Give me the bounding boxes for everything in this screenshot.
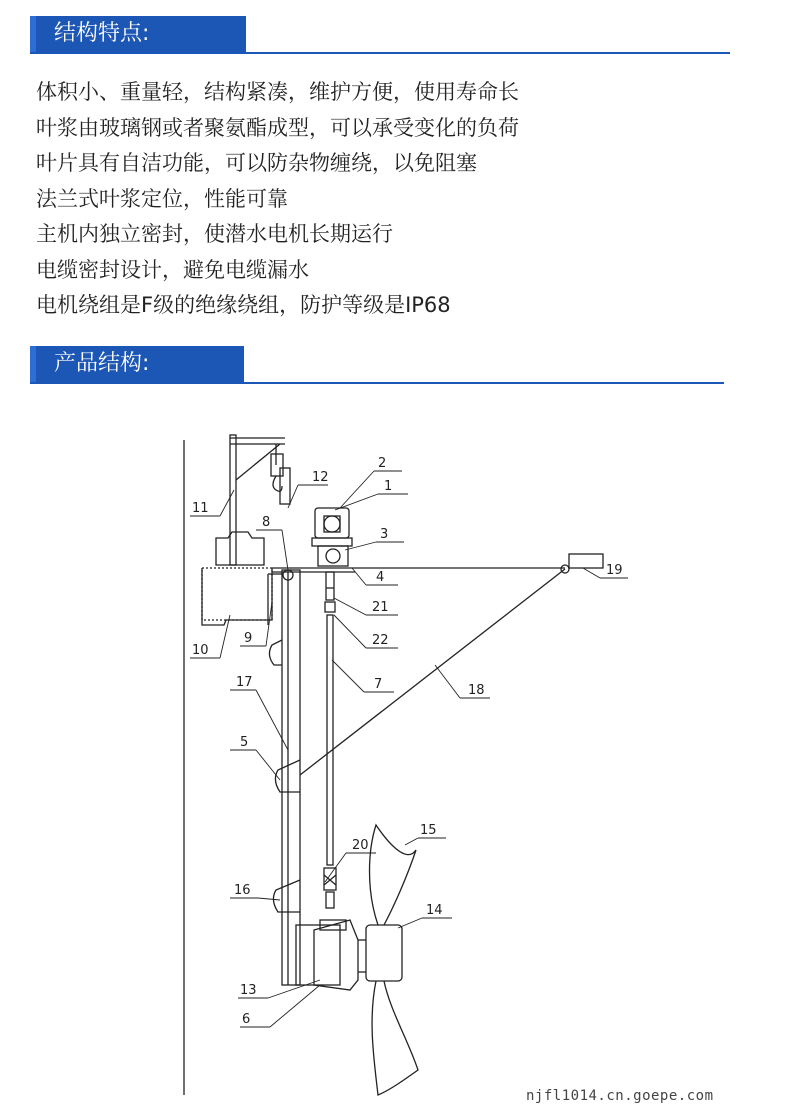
callout-label: 18 [468,683,485,698]
feature-item: 电机绕组是F级的绝缘绕组，防护等级是IP68 [36,293,451,317]
callout-label: 10 [192,643,209,658]
section-divider [30,52,730,54]
features-section-title: 结构特点: [36,16,246,52]
feature-item: 主机内独立密封，使潜水电机长期运行 [36,222,393,246]
callout-label: 6 [242,1012,251,1027]
feature-item: 叶浆由玻璃钢或者聚氨酯成型，可以承受变化的负荷 [36,115,519,140]
callout-label: 16 [234,883,251,898]
watermark-text: njfl1014.cn.goepe.com [526,1088,714,1104]
callout-label: 2 [378,456,387,471]
feature-list [36,75,519,324]
feature-item: 体积小、重量轻，结构紧凑，维护方便，使用寿命长 [36,80,519,104]
callout-label: 13 [240,983,257,998]
callout-label: 19 [606,563,623,578]
section-divider [30,382,724,384]
callout-label: 3 [380,527,389,542]
feature-item: 叶片具有自洁功能，可以防杂物缠绕，以免阻塞 [36,151,477,175]
callout-label: 14 [426,903,443,918]
callout-label: 11 [192,501,209,516]
features-section-header [30,10,730,58]
callout-label: 9 [244,631,253,646]
feature-item: 电缆密封设计，避免电缆漏水 [36,257,309,282]
callout-label: 4 [376,570,385,585]
callout-label: 15 [420,823,437,838]
callout-label: 22 [372,633,389,648]
callout-label: 17 [236,675,253,690]
callout-label: 7 [374,677,383,692]
structure-section-header [30,340,724,388]
feature-item: 法兰式叶浆定位，性能可靠 [36,186,288,211]
callout-label: 20 [352,838,369,853]
callout-label: 21 [372,600,389,615]
callout-label: 8 [262,515,271,530]
callout-label: 5 [240,735,249,750]
callout-label: 1 [384,479,393,494]
callout-label: 12 [312,470,329,485]
structure-section-title: 产品结构: [36,346,244,382]
mixer-structure-diagram [180,420,650,1100]
